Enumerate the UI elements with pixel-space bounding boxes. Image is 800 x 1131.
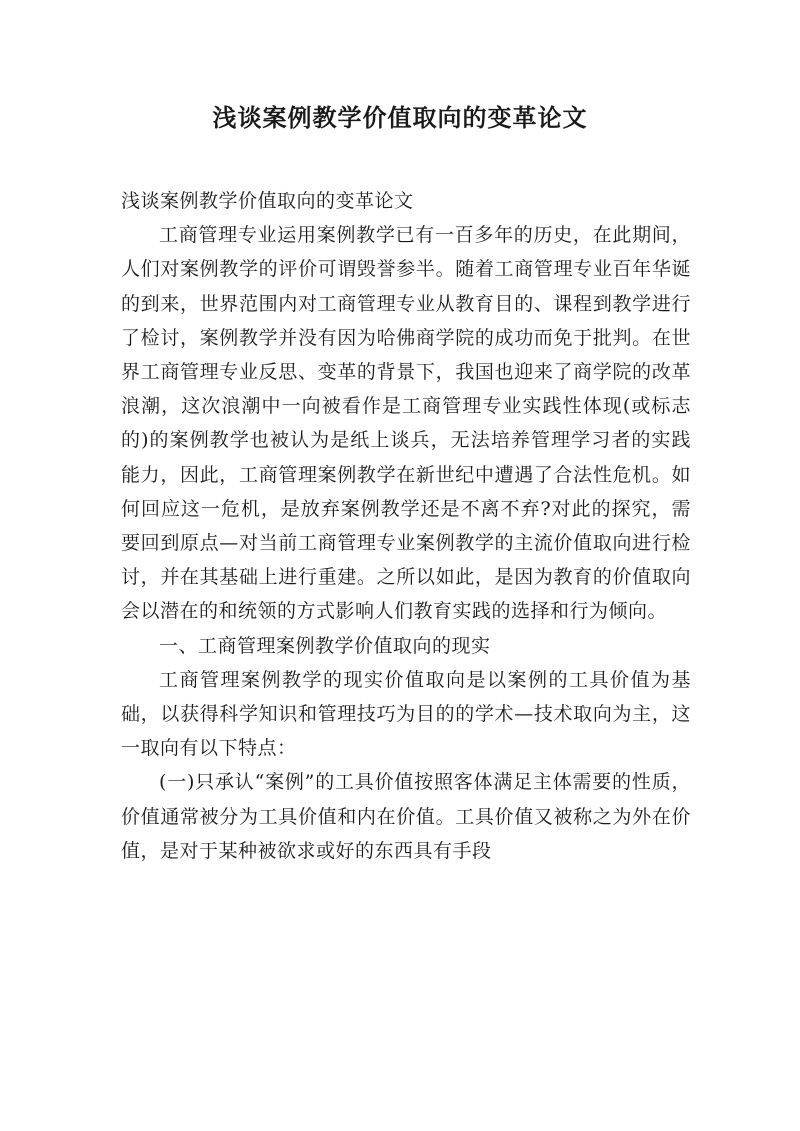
paragraph-intro: 工商管理专业运用案例教学已有一百多年的历史，在此期间，人们对案例教学的评价可谓毁誉参半。随着工商管理专业百年华诞的到来，世界范围内对工商管理专业从教育目的、课程到教学进行了检讨，案例教学并没有因为哈佛商学院的成功而免于批判。在世界工商管理专业反思、变革的背景下，我国也迎来了商学院的改革浪潮，这次浪潮中一向被看作是工商管理专业实践性体现(或标志的)的案例教学也被认为是纸上谈兵，无法培养管理学习者的实践能力，因此，工商管理案例教学在新世纪中遭遇了合法性危机。如何回应这一危机，是放弃案例教学还是不离不弃?对此的探究，需要回到原点—对当前工商管理专业案例教学的主流价值取向进行检讨，并在其基础上进行重建。之所以如此，是因为教育的价值取向会以潜在的和统领的方式影响人们教育实践的选择和行为倾向。 [121, 224, 691, 623]
section-heading: 一、工商管理案例教学价值取向的现实 [159, 634, 491, 657]
paragraph-section-intro: 工商管理案例教学的现实价值取向是以案例的工具价值为基础，以获得科学知识和管理技巧为目的的学术—技术取向为主，这一取向有以下特点： [121, 668, 691, 760]
paragraph-subsection-one: (一)只承认“案例”的工具价值按照客体满足主体需要的性质，价值通常被分为工具价值和内在价值。工具价值又被称之为外在价值，是对于某种被欲求或好的东西具有手段 [121, 771, 691, 862]
document-subtitle: 浅谈案例教学价值取向的变革论文 [121, 190, 414, 212]
document-title: 浅谈案例教学价值取向的变革论文 [212, 104, 588, 132]
document-body [121, 184, 691, 868]
